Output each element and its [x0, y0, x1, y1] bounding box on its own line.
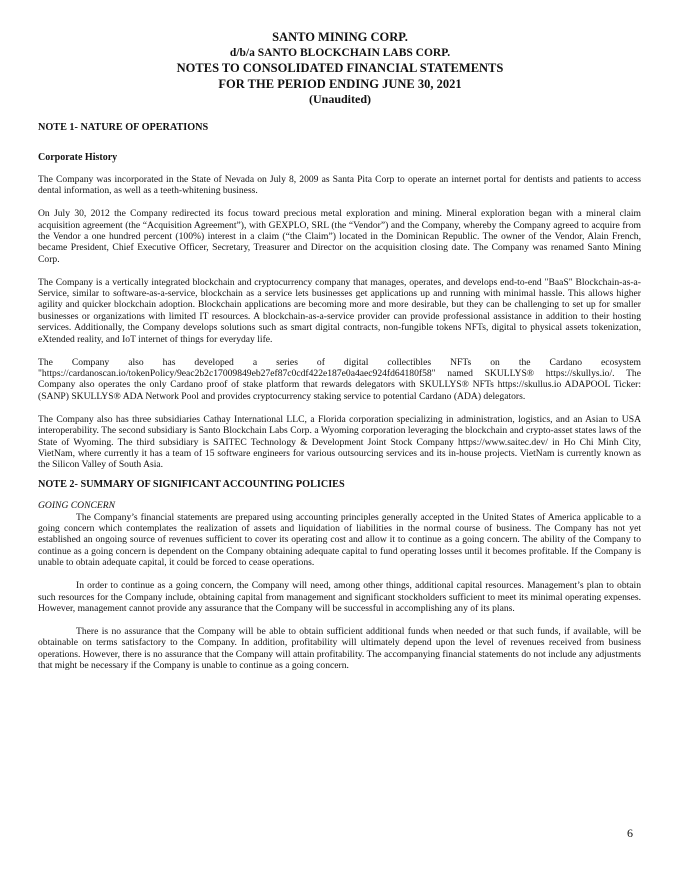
- document-header: [0, 30, 680, 108]
- note1-title: NOTE 1- NATURE OF OPERATIONS: [38, 122, 209, 133]
- note1-paragraph-4: The Company also has developed a series of digital collectibles NFTs on the Cardano ecosystem "https://cardanoscan.io/tokenPolicy/9eac2b2c17009849eb27ef87c0cdf422e187e0a4aec924fd64180f58" named SKULLYS® https://skullys.io/. The Company also operates the only Cardano proof of stake platform that rewards delegators with SKULLYS® NFTs https://skullus.io ADAPOOL Ticker: (SANP) SKULLYS® ADA Network Pool and provides cryptocurrency staking service to potential Cardano (ADA) delegators.: [38, 356, 641, 402]
- page-number: 6: [627, 826, 633, 840]
- note2-title: NOTE 2- SUMMARY OF SIGNIFICANT ACCOUNTING POLICIES: [38, 478, 345, 490]
- note2-paragraph-3: There is no assurance that the Company will be able to obtain sufficient additional funds when needed or that such funds, if available, will be obtainable on terms satisfactory to the Company. In addition, profitability will ultimately depend upon the level of revenues received from business operations. However, there is no assurance that the Company will attain profitability. The accompanying financial statements do not include any adjustments that might be necessary if the Company is unable to continue as a going concern.: [38, 625, 641, 672]
- note1-paragraph-1: The Company was incorporated in the State of Nevada on July 8, 2009 as Santa Pita Corp to operate an internet portal for dentists and patients to access dental information, as well as a teeth-whitening business.: [38, 173, 641, 197]
- company-name: SANTO MINING CORP.: [272, 30, 408, 44]
- period-line: FOR THE PERIOD ENDING JUNE 30, 2021: [218, 76, 462, 91]
- note1-paragraph-2: On July 30, 2012 the Company redirected its focus toward precious metal exploration and mining. Mineral exploration began with a mineral claim acquisition agreement (the “Acquisition Agreement”), with GEXPLO, SRL (the “Vendor”) and the Company, whereby the Company agreed to acquire from the Vendor a one hundred percent (100%) interest in a claim (“the Claim”) located in the Dominican Republic. The owner of the Vendor, Alain French, became President, Chief Executive Officer, Secretary, Treasurer and Director on the acquisition closing date. The Company was renamed Santo Mining Corp.: [38, 208, 641, 265]
- note1-subtitle: Corporate History: [38, 152, 118, 164]
- note1-paragraph-3: The Company is a vertically integrated blockchain and cryptocurrency company that manages, operates, and develops end-to-end "BaaS" Blockchain-as-a-Service, similar to software-as-a-service, blockchain as a service lets businesses get applications up and running with minimal hassle. This allows higher agility and quicker blockchain adoption. Blockchain applications are becoming more and more desirable, but they can be challenging to set up for smaller businesses or organizations with limited IT resources. A blockchain-as-a-service provider can provide professional assistance in addition to their hosting services. Additionally, the Company develops solutions such as smart digital contracts, non-fungible tokens NFTs, digital to physical assets tokenization, eXtended reality, and IoT internet of things for everyday life.: [38, 276, 641, 345]
- note2-subtitle: GOING CONCERN: [38, 500, 116, 512]
- dba-name: d/b/a SANTO BLOCKCHAIN LABS CORP.: [229, 46, 451, 59]
- note2-paragraph-2: In order to continue as a going concern, the Company will need, among other things, additional capital resources. Management’s plan to obtain such resources for the Company include, obtaining capital from management and significant stockholders sufficient to meet its minimal operating expenses. However, management cannot provide any assurance that the Company will be successful in accomplishing any of its plans.: [38, 580, 641, 614]
- document-title: NOTES TO CONSOLIDATED FINANCIAL STATEMENTS: [176, 61, 504, 75]
- audit-status: (Unaudited): [308, 92, 371, 106]
- document-body: [38, 122, 641, 683]
- note1-paragraph-5: The Company also has three subsidiaries Cathay International LLC, a Florida corporation specializing in administration, logistics, and an Asian to USA interoperability. The second subsidiary is Santo Blockchain Labs Corp. a Wyoming corporation leveraging the blockchain and crypto-asset states laws of the State of Wyoming. The third subsidiary is SAITEC Technology & Development Joint Stock Company https://www.saitec.dev/ in Ho Chi Minh City, VietNam, where currently it has a team of 15 software engineers for various outsourcing services and its in-house projects. VietNam is currently known as the Silicon Valley of South Asia.: [38, 413, 641, 471]
- note2-paragraph-1: The Company’s financial statements are prepared using accounting principles generally accepted in the United States of America applicable to a going concern which contemplates the realization of assets and liquidation of liabilities in the normal course of business. The Company has not yet established an ongoing source of revenues sufficient to cover its operating cost and allow it to continue as a going concern. The ability of the Company to continue as a going concern is dependent on the Company obtaining adequate capital to fund operating losses until it becomes profitable. If the Company is unable to obtain adequate capital, it could be forced to cease operations.: [38, 511, 641, 569]
